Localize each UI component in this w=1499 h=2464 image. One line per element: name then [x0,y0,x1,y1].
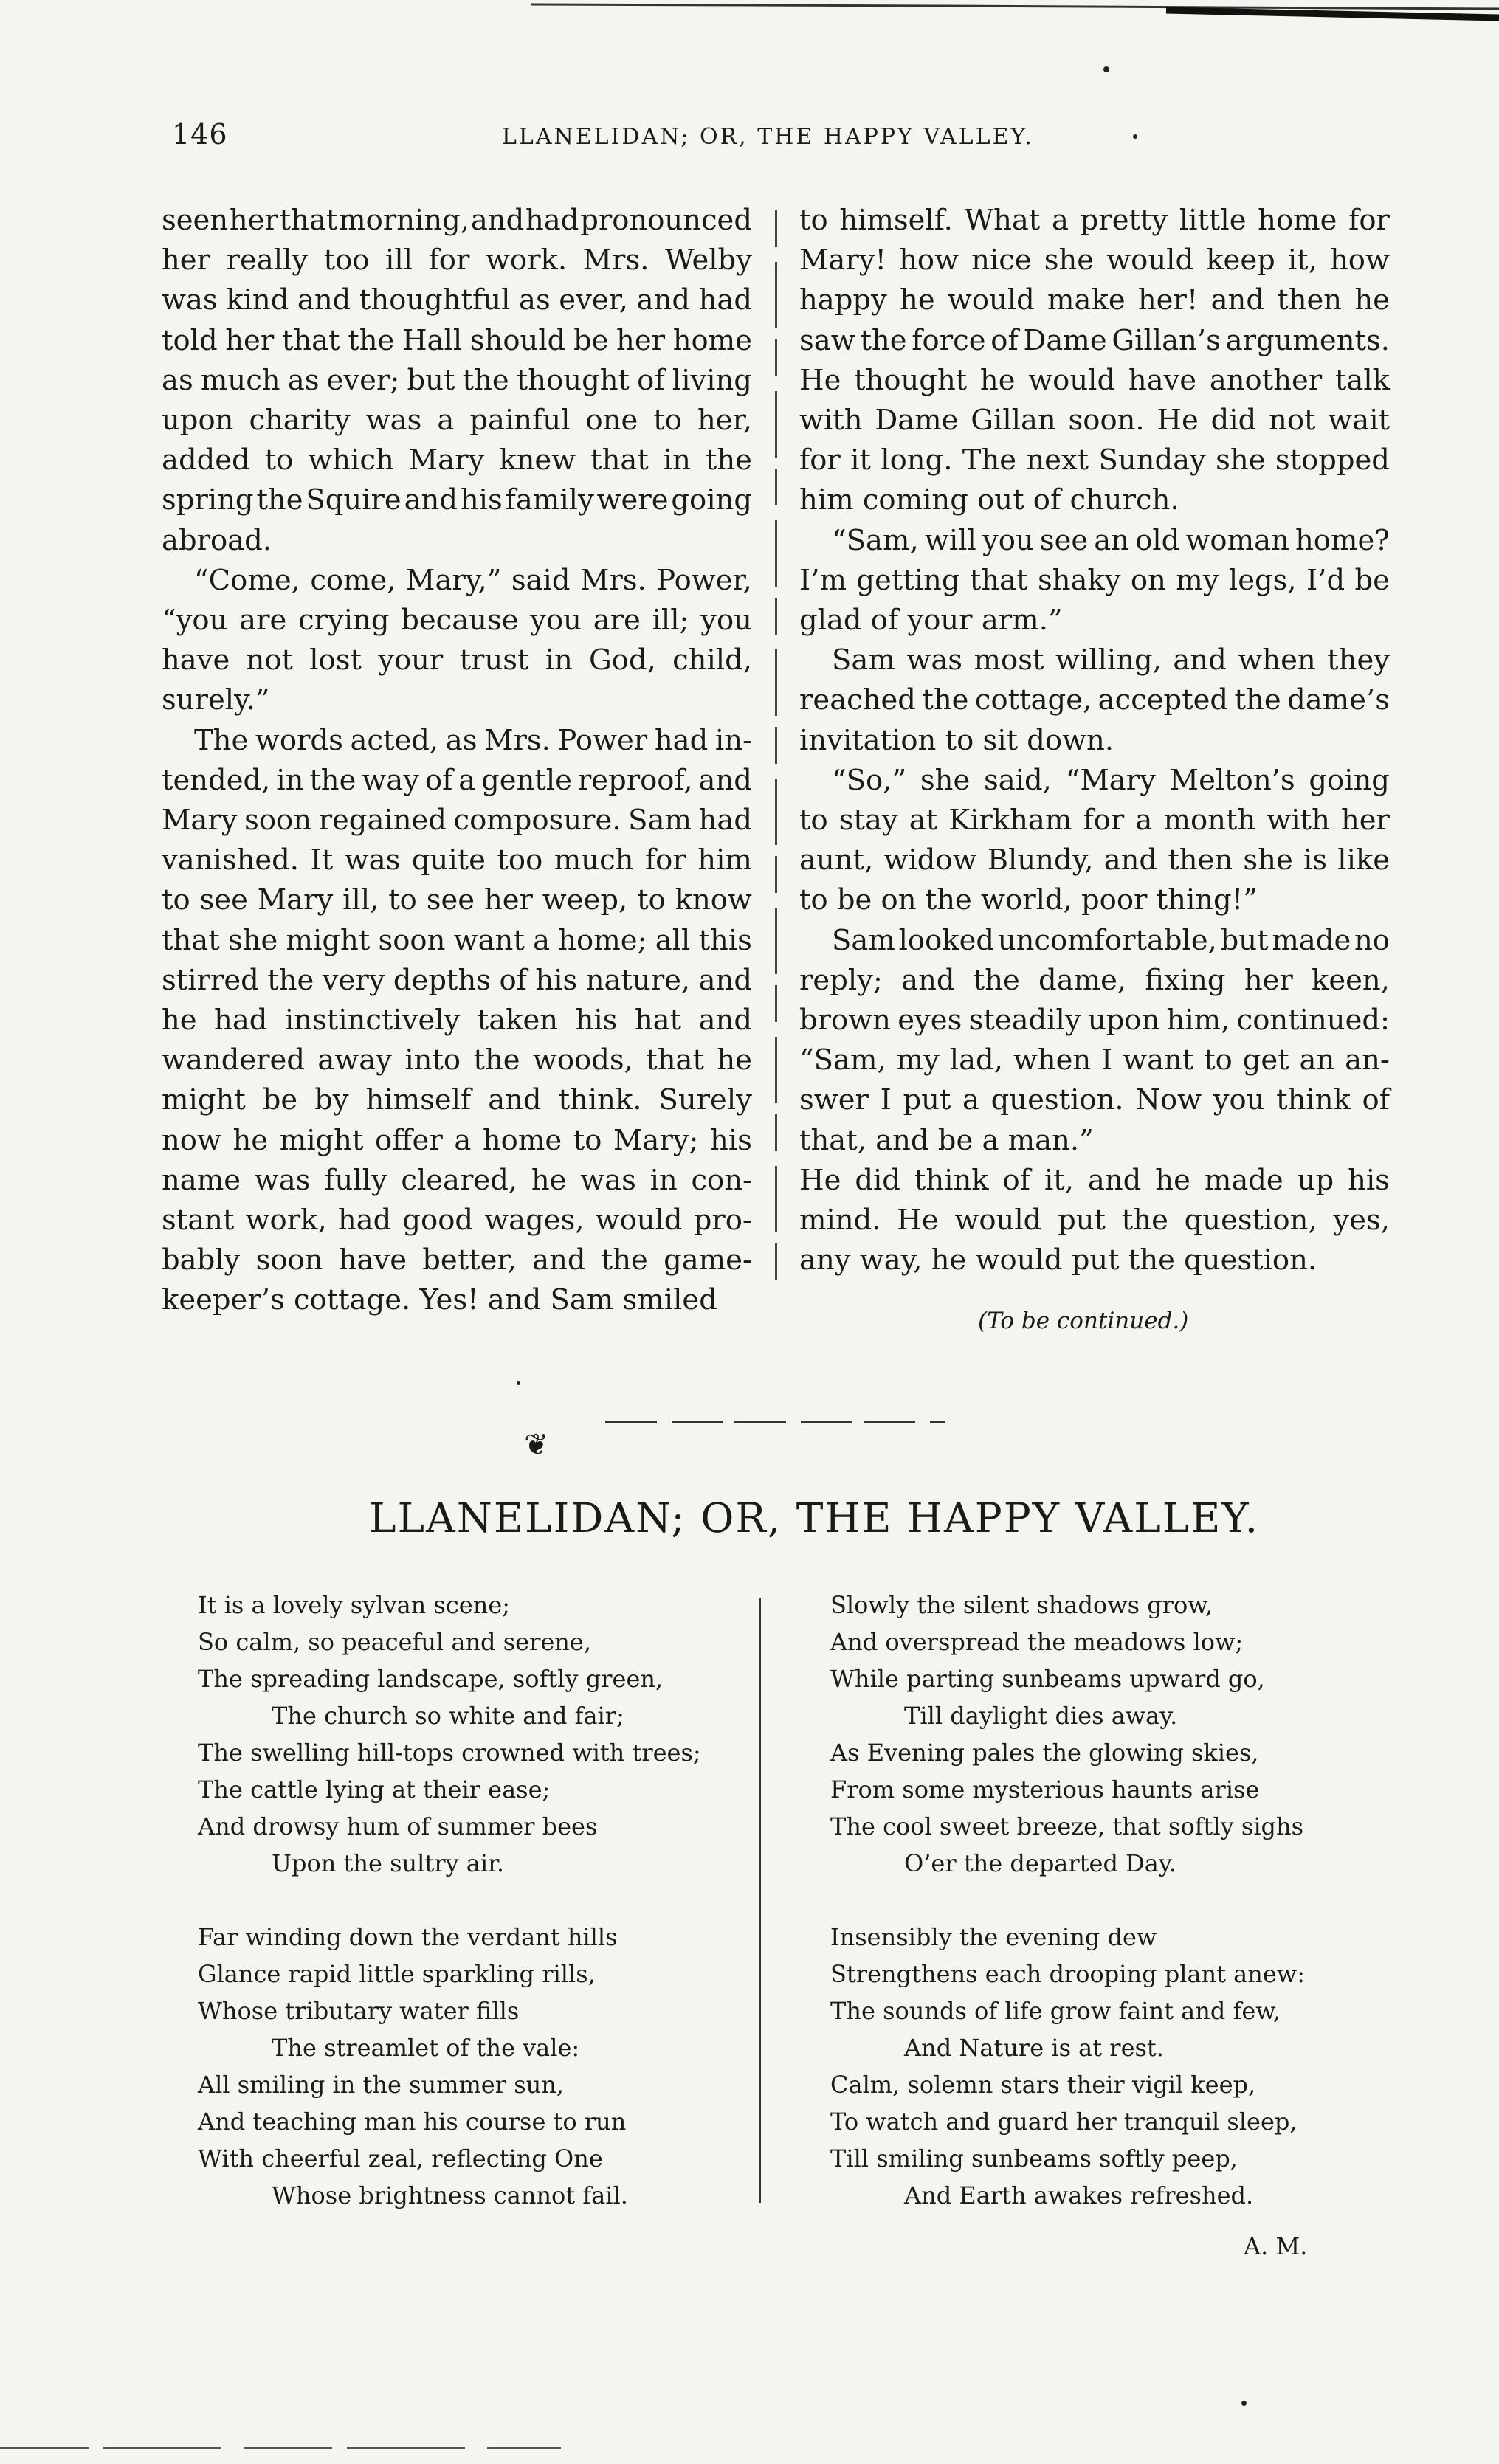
ink-speck [1103,66,1109,72]
poem-line: The cool sweet breeze, that softly sighs [830,1812,1304,1840]
story-line: saw the force of Dame Gillan’s arguments. [799,323,1390,357]
poem-line: The spreading landscape, softly green, [198,1665,664,1693]
story-line: Sam looked uncomfortable, but made no [832,923,1390,957]
story-line: keeper’s cottage. Yes! and Sam smiled [162,1283,717,1317]
story-line: “Sam, will you see an old woman home? [832,523,1390,557]
poem-line: To watch and guard her tranquil sleep, [830,2108,1298,2136]
story-column-right [799,201,1390,1280]
story-line: swer I put a question. Now you think of [799,1083,1390,1117]
column-divider [775,210,777,1288]
story-line: told her that the Hall should be her home [162,323,752,357]
poem-line: And Earth awakes refreshed. [904,2181,1254,2209]
story-line: vanished. It was quite too much for him [162,843,752,877]
poem-line: So calm, so peaceful and serene, [198,1628,592,1656]
story-line: bably soon have better, and the game- [162,1243,752,1277]
story-line: wandered away into the woods, that he [162,1043,752,1077]
story-line: might be by himself and think. Surely [162,1083,752,1117]
running-title: LLANELIDAN; OR, THE HAPPY VALLEY. [502,124,1034,150]
ink-speck [517,1381,520,1385]
ink-speck [1241,2401,1247,2406]
story-line: He did think of it, and he made up his [799,1163,1390,1197]
story-line: seen her that morning, and had pronounced [162,204,752,237]
poem-column-divider [759,1598,761,2203]
story-line: “Sam, my lad, when I want to get an an- [799,1043,1390,1077]
story-line: Sam was most willing, and when they [832,643,1390,677]
page-number: 146 [172,118,228,151]
story-line: as much as ever; but the thought of living [162,363,752,397]
story-line: invitation to sit down. [799,723,1114,757]
poem-line: As Evening pales the glowing skies, [830,1739,1259,1767]
poem-line: Till smiling sunbeams softly peep, [830,2144,1238,2173]
poem-line: The swelling hill-tops crowned with trees; [198,1739,701,1767]
story-line: now he might offer a home to Mary; his [162,1123,752,1157]
story-line: glad of your arm.” [799,604,1063,638]
poem-line: The church so white and fair; [272,1702,624,1730]
story-line: Mary! how nice she would keep it, how [799,244,1390,277]
poem-line: And drowsy hum of summer bees [198,1812,598,1840]
story-line: him coming out of church. [799,483,1179,517]
story-line: “you are crying because you are ill; you [162,604,752,638]
poem-line: Till daylight dies away. [904,1702,1178,1730]
story-line: mind. He would put the question, yes, [799,1204,1390,1238]
poem-line: Far winding down the verdant hills [198,1923,618,1951]
poem-title: LLANELIDAN; OR, THE HAPPY VALLEY. [369,1494,1260,1542]
poem-line: The streamlet of the vale: [272,2034,580,2062]
story-line: that, and be a man.” [799,1123,1094,1157]
story-line: was kind and thoughtful as ever, and had [162,283,752,317]
story-line: name was fully cleared, he was in con- [162,1163,752,1197]
poem-line: And overspread the meadows low; [830,1628,1244,1656]
story-line: He thought he would have another talk [799,363,1390,397]
story-line: brown eyes steadily upon him, continued: [799,1004,1390,1038]
poem-line: And Nature is at rest. [904,2034,1164,2062]
leaf-ornament-icon: ❦ [524,1428,549,1462]
poem-line: And teaching man his course to run [198,2108,627,2136]
poem-line: Slowly the silent shadows grow, [830,1591,1213,1619]
story-line: “Come, come, Mary,” said Mrs. Power, [194,563,752,597]
poem-line: O’er the departed Day. [904,1849,1176,1877]
story-line: her really too ill for work. Mrs. Welby [162,244,752,277]
poem-line: Whose tributary water fills [198,1997,520,2025]
poem-line: All smiling in the summer sun, [198,2071,565,2099]
poem-line: The cattle lying at their ease; [198,1775,551,1804]
story-line: The words acted, as Mrs. Power had in- [194,723,752,757]
story-line: stant work, had good wages, would pro- [162,1204,752,1238]
story-line: abroad. [162,523,272,557]
bottom-edge-rule [0,2447,561,2449]
story-line: to himself. What a pretty little home for [799,204,1390,237]
poem-line: It is a lovely sylvan scene; [198,1591,511,1619]
stanza-gap [830,1882,1305,1919]
poem-line: From some mysterious haunts arise [830,1775,1260,1804]
story-line: I’m getting that shaky on my legs, I’d be [799,563,1390,597]
ink-speck [1133,134,1137,139]
story-line: reply; and the dame, fixing her keen, [799,963,1390,997]
continued-note: (To be continued.) [978,1308,1189,1334]
story-line: added to which Mary knew that in the [162,444,752,477]
story-line: to be on the world, poor thing!” [799,883,1258,917]
poem-line: Whose brightness cannot fail. [272,2181,628,2209]
poem-line: With cheerful zeal, reflecting One [198,2144,603,2173]
story-line: reached the cottage, accepted the dame’s [799,683,1390,717]
poem-line: While parting sunbeams upward go, [830,1665,1265,1693]
poem-line: Strengthens each drooping plant anew: [830,1960,1305,1988]
poem-author: A. M. [1244,2232,1308,2260]
poem-line: Calm, solemn stars their vigil keep, [830,2071,1256,2099]
poem-line: Glance rapid little sparkling rills, [198,1960,596,1988]
stanza-gap [198,1882,701,1919]
story-line: to stay at Kirkham for a month with her [799,804,1390,838]
story-line: upon charity was a painful one to her, [162,404,752,438]
story-column-left [162,201,752,1321]
story-line: tended, in the way of a gentle reproof, and [162,763,752,797]
story-line: that she might soon want a home; all this [162,923,752,957]
top-edge-rule [531,0,1499,24]
section-separator [605,1421,945,1423]
story-line: to see Mary ill, to see her weep, to know [162,883,752,917]
story-line: for it long. The next Sunday she stopped [799,444,1390,477]
story-line: with Dame Gillan soon. He did not wait [799,404,1390,438]
story-line: stirred the very depths of his nature, and [162,963,752,997]
story-line: happy he would make her! and then he [799,283,1390,317]
story-line: “So,” she said, “Mary Melton’s going [832,763,1390,797]
poem-line: Insensibly the evening dew [830,1923,1157,1951]
story-line: spring the Squire and his family were going [162,483,752,517]
story-line: he had instinctively taken his hat and [162,1004,752,1038]
story-line: Mary soon regained composure. Sam had [162,804,752,838]
story-line: have not lost your trust in God, child, [162,643,752,677]
poem-line: The sounds of life grow faint and few, [830,1997,1281,2025]
story-line: surely.” [162,683,270,717]
poem-column-right [830,1587,1305,2214]
story-line: aunt, widow Blundy, and then she is like [799,843,1390,877]
poem-line: Upon the sultry air. [272,1849,505,1877]
poem-column-left [198,1587,701,2214]
story-line: any way, he would put the question. [799,1243,1317,1277]
